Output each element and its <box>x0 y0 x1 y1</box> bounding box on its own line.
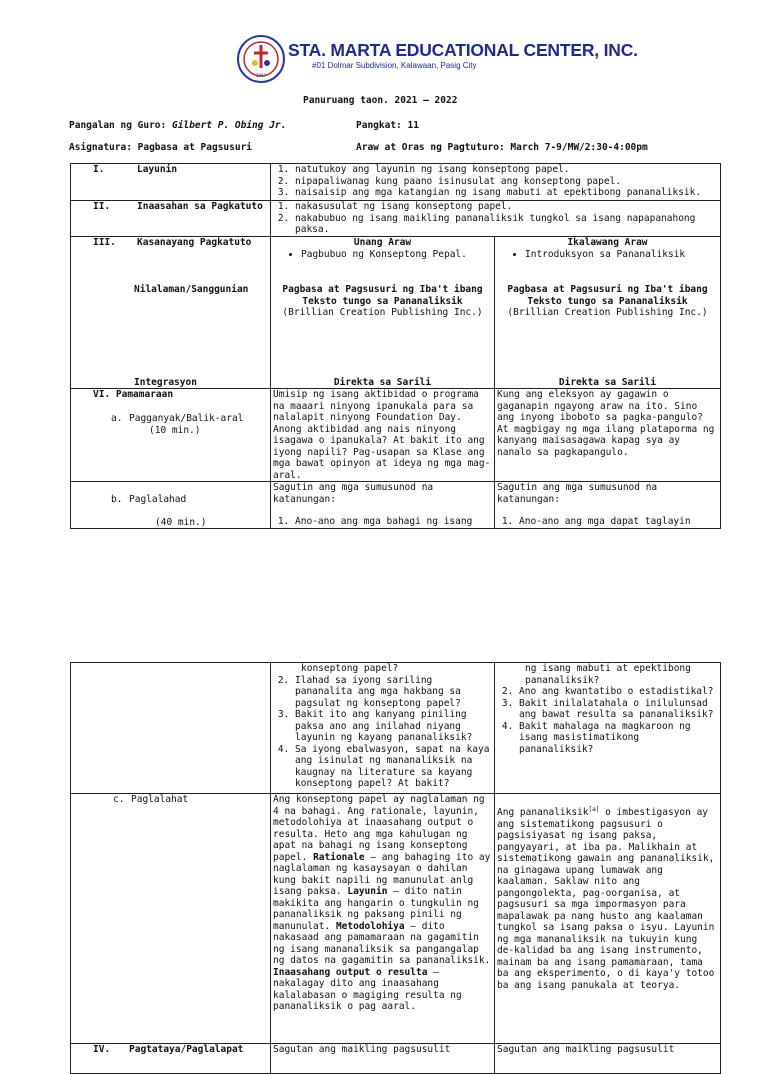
term-metodolohiya: Metodolohiya <box>335 920 405 932</box>
step-b-title: Paglalahad <box>129 494 187 505</box>
section-label: I. Layunin <box>71 164 271 201</box>
step-b-day2-q1-cont: ng isang mabuti at epektibong pananaliksik? <box>525 663 691 686</box>
step-a-day1: Umisip ng isang aktibidad o programa na maaari ninyong ipanukala para sa nalalapit ninyong Foundation Day. Anong aktibidad ang nais ninyong isagawa o ipanukala? At bakit ito ang iyong napili? Pag-usapan sa Klase ang mga bawat opinyon at ideya ng mga mag-aral. <box>271 389 495 482</box>
day1-topics <box>273 249 492 261</box>
empty-label-cell <box>71 663 271 794</box>
list-item: 1. nakasusulat ng isang konseptong papel. <box>295 201 718 213</box>
school-seal <box>237 35 285 83</box>
list-item: 3. Bakit ito ang kanyang piniling paksa ano ang inilahad niyang layunin ng kayang pananaliksik? <box>295 709 492 744</box>
lesson-plan-table-page1 <box>70 163 721 529</box>
footnote-marker[interactable]: [a] <box>588 806 600 813</box>
list-item: 4. Sa iyong ebalwasyon, sapat na kaya ang isinulat ng mananaliksik na kaugnay na literature sa kayang konseptong papel? At bakit? <box>295 744 492 790</box>
day1-reference-title: Pagbasa at Pagsusuri ng Iba't ibang Teksto tungo sa Pananaliksik <box>282 284 483 307</box>
step-b-day1-questions <box>273 516 492 528</box>
day2-publisher: (Brillian Creation Publishing Inc.) <box>507 307 708 318</box>
row-paglalahat <box>71 794 721 1044</box>
day1-publisher: (Brillian Creation Publishing Inc.) <box>282 307 483 318</box>
step-c-day2-text: o imbestigasyon ay ang sistematikong pagsusuri o pagsisiyasat ng isang paksa, pangyayari, at iba pa. Malikhain at sistematikong gawain ang pananaliksik, na ginagawa upang lumawak ang kaalaman. Saklaw nito ang pangongolekta, pag-oorganisa, at pagsusuri sa mga impormasyon para mapalawak pa nang husto ang kaalaman tungkol sa isang paksa o isyu. Layunin ng mga mananaliksik na tukuyin kung de-kalidad ba ang isang instrumento, mainam ba ang isang pamamaraan, tama ba ang eksperimento, o di kaya'y totoo ba ang isang panukala at teorya. <box>497 807 715 991</box>
step-b-day1-cont <box>271 663 495 794</box>
row-pagtataya <box>71 1044 721 1074</box>
list-item: 2. nipapaliwanag kung paano isinusulat ang konseptong papel. <box>295 176 718 188</box>
def-rationale: – ang bahaging ito ay naglalaman ng kasaysayan o dahilan kung bakit napili ng manunulat anlg isang paksa. <box>273 851 491 897</box>
integration-label: Integrasyon <box>134 377 197 388</box>
row-paglalahad-cont <box>71 663 721 794</box>
day2-skills-cell <box>495 237 721 389</box>
objectives-list <box>273 164 718 199</box>
step-b-day2-questions <box>497 516 718 528</box>
step-d-title: Pagtataya/Paglalapat <box>129 1044 244 1055</box>
expectations-cell <box>271 201 721 237</box>
subject-label: Asignatura: Pagbasa at Pagsusuri <box>69 142 253 153</box>
step-a-time: (10 min.) <box>149 425 201 436</box>
step-b-letter: b. <box>111 494 123 505</box>
day1-integration: Direkta sa Sarili <box>333 377 432 388</box>
step-c-title: Paglalahat <box>131 794 189 805</box>
list-item: 2. Ilahad sa iyong sariling pananalita ang mga hakbang sa pagsulat ng konseptong papel? <box>295 675 492 710</box>
content-label: Nilalaman/Sanggunian <box>134 284 249 295</box>
procedure-title: VI. Pamamaraan <box>93 389 174 400</box>
step-c-day2 <box>495 794 721 1044</box>
step-d-num: IV. <box>93 1044 111 1055</box>
step-b-time: (40 min.) <box>155 517 207 528</box>
day2-topics <box>497 249 718 261</box>
row-pagganyak <box>71 389 721 482</box>
school-name: STA. MARTA EDUCATIONAL CENTER, INC. <box>288 40 638 60</box>
step-b-day1-q1-cont: konseptong papel? <box>301 663 399 674</box>
row-layunin <box>71 164 721 201</box>
step-b-day1-more-questions <box>273 675 492 790</box>
step-a-letter: a. <box>111 413 123 424</box>
term-layunin: Layunin <box>347 886 388 897</box>
objectives-cell <box>271 164 721 201</box>
def-metodolohiya: – dito nakasaad ang pamamaraan na gagamitin ng isang mananaliksik sa pangangalap ng datos na gagamitin sa pananaliksik. <box>273 920 491 966</box>
step-b-day2-cont <box>495 663 721 794</box>
list-item: 3. Bakit inilalatahala o inilulunsad ang bawat resulta sa pananaliksik? <box>519 698 718 721</box>
step-a-day2: Kung ang eleksyon ay gagawin o gaganapin ngayong araw na ito. Sino ang inyong iboboto sa pagka-pangulo? At magbigay ng mga ilang plataporma ng kanyang maisasagawa kapag sya ay nanalo sa pagkapangulo. <box>495 389 721 482</box>
def-layunin: – dito natin makikita ang hangarin o tungkulin ng pananaliksik ng paksang pinili ng manunulat. <box>273 886 479 932</box>
svg-text:1997: 1997 <box>255 73 267 78</box>
day1-heading: Unang Araw <box>353 237 412 248</box>
expectations-list <box>273 201 718 236</box>
step-c-day1 <box>271 794 495 1044</box>
section-label: II. Inaasahan sa Pagkatuto <box>71 201 271 237</box>
list-item: 1. natutukoy ang layunin ng isang konseptong papel. <box>295 164 718 176</box>
step-c-letter: c. <box>113 794 125 805</box>
day2-heading: Ikalawang Araw <box>567 237 648 248</box>
step-c-label <box>71 794 271 1044</box>
def-output: – nakalagay dito ang inaasahang kalalabasan o magiging resulta ng pananaliksik o pag aaral. <box>273 966 462 1012</box>
schedule-label: Araw at Oras ng Pagtuturo: March 7-9/MW/2:30-4:00pm <box>356 142 648 153</box>
step-c-day1-intro: Ang konseptong papel ay naglalaman ng 4 na bahagi. Ang rationale, layunin, metodolohiya at inaasahang output o resulta. Heto ang mga kahulugan ng apat na bahagi ng isang konseptong papel. <box>273 794 485 863</box>
school-year: Panuruang taon. 2021 – 2022 <box>303 95 458 106</box>
list-item: • Introduksyon sa Pananaliksik <box>525 249 718 261</box>
lesson-plan-table-page2 <box>70 662 721 1074</box>
step-c-day2-start: Ang pananaliksik <box>497 807 589 819</box>
day2-reference-title: Pagbasa at Pagsusuri ng Iba't ibang Teksto tungo sa Pananaliksik <box>507 284 708 307</box>
term-rationale: Rationale <box>313 851 365 863</box>
step-a-title: Pagganyak/Balik-aral <box>129 413 244 424</box>
grade-label: Pangkat: 11 <box>356 120 419 131</box>
term-output: Inaasahang output o resulta <box>273 966 428 978</box>
procedure-label <box>71 389 271 482</box>
day1-skills-cell <box>271 237 495 389</box>
step-b-label <box>71 482 271 529</box>
list-item: 4. Bakit mahalaga na magkaroon ng isang masistimatikong pananaliksik? <box>519 721 718 756</box>
step-d-day1: Sagutan ang maikling pagsusulit <box>271 1044 495 1074</box>
row-kasanayan <box>71 237 721 389</box>
list-item: 1. Ano-ano ang mga dapat taglayin <box>519 516 718 528</box>
list-item: 2. Ano ang kwantatibo o estadistikal? <box>519 686 718 698</box>
list-item: 3. naisaisip ang mga katangian ng isang mabuti at epektibong pananaliksik. <box>295 187 718 199</box>
step-b-day2-more-questions <box>497 686 718 755</box>
row-inaasahan <box>71 201 721 237</box>
teacher-label: Pangalan ng Guro: <box>69 120 167 131</box>
school-address: #01 Dolmar Subdivision, Kalawaan, Pasig City <box>312 61 477 70</box>
section-label: III. Kasanayang Pagkatuto Nilalaman/Sanggunian Integrasyon <box>71 237 271 389</box>
step-b-day1-intro: Sagutin ang mga sumusunod na katanungan: <box>273 482 434 505</box>
list-item: • Pagbubuo ng Konseptong Pepal. <box>301 249 492 261</box>
step-d-label <box>71 1044 271 1074</box>
list-item: 1. Ano-ano ang mga bahagi ng isang <box>295 516 492 528</box>
teacher-line <box>69 120 286 131</box>
step-b-day2 <box>495 482 721 529</box>
list-item: 2. nakabubuo ng isang maikling pananaliksik tungkol sa isang napapanahong paksa. <box>295 213 718 236</box>
step-b-day2-intro: Sagutin ang mga sumusunod na katanungan: <box>497 482 658 505</box>
step-d-day2: Sagutan ang maikling pagsusulit <box>495 1044 721 1074</box>
step-b-day1 <box>271 482 495 529</box>
day2-integration: Direkta sa Sarili <box>558 377 657 388</box>
teacher-name: Gilbert P. Obing Jr. <box>171 120 287 131</box>
row-paglalahad <box>71 482 721 529</box>
